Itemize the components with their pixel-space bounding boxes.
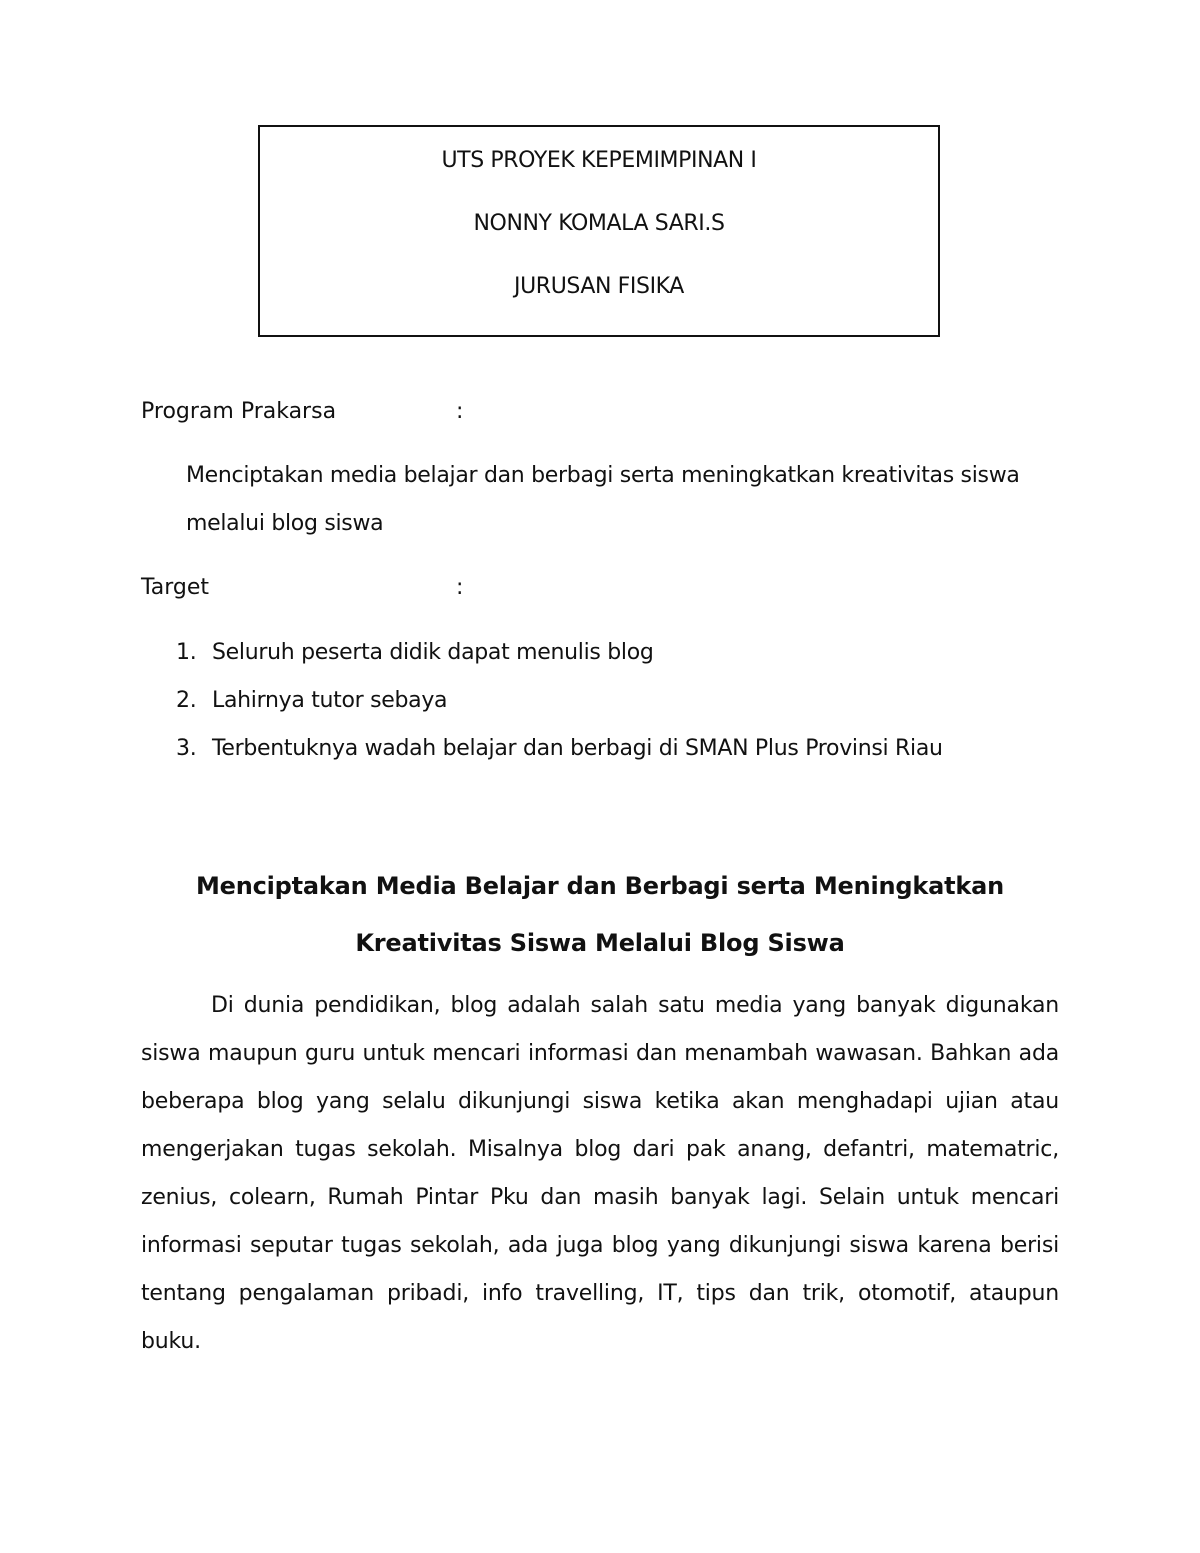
program-text: Menciptakan media belajar dan berbagi serta meningkatkan kreativitas siswa melalui blog siswa [186,463,1020,536]
author-name: NONNY KOMALA SARI.S [473,211,725,236]
program-colon: : [456,399,464,424]
target-label: Target [141,575,210,600]
article-body: Di dunia pendidikan, blog adalah salah satu media yang banyak digunakan siswa maupun guru untuk mencari informasi dan menambah wawasan. Bahkan ada beberapa blog yang selalu dikunjungi siswa ketika akan menghadapi ujian atau mengerjakan tugas sekolah. Misalnya blog dari pak anang, defantri, matematric, zenius, colearn, Rumah Pintar Pku dan masih banyak lagi. Selain untuk mencari informasi seputar tugas sekolah, ada juga blog yang dikunjungi siswa karena berisi tentang pengalaman pribadi, info travelling, IT, tips dan trik, otomotif, ataupun buku. [141,993,1059,1354]
list-text: Lahirnya tutor sebaya [212,688,448,713]
article-title: Menciptakan Media Belajar dan Berbagi serta Meningkatkan Kreativitas Siswa Melalui Blog Siswa [195,872,1005,957]
list-number: 2. [176,688,197,713]
program-label: Program Prakarsa [141,399,337,424]
list-number: 1. [176,640,197,665]
list-number: 3. [176,736,197,761]
exam-title: UTS PROYEK KEPEMIMPINAN I [441,148,757,173]
list-text: Terbentuknya wadah belajar dan berbagi di SMAN Plus Provinsi Riau [212,736,943,761]
department: JURUSAN FISIKA [514,274,684,299]
list-text: Seluruh peserta didik dapat menulis blog [212,640,654,665]
header-box [258,125,940,337]
target-colon: : [456,575,464,600]
